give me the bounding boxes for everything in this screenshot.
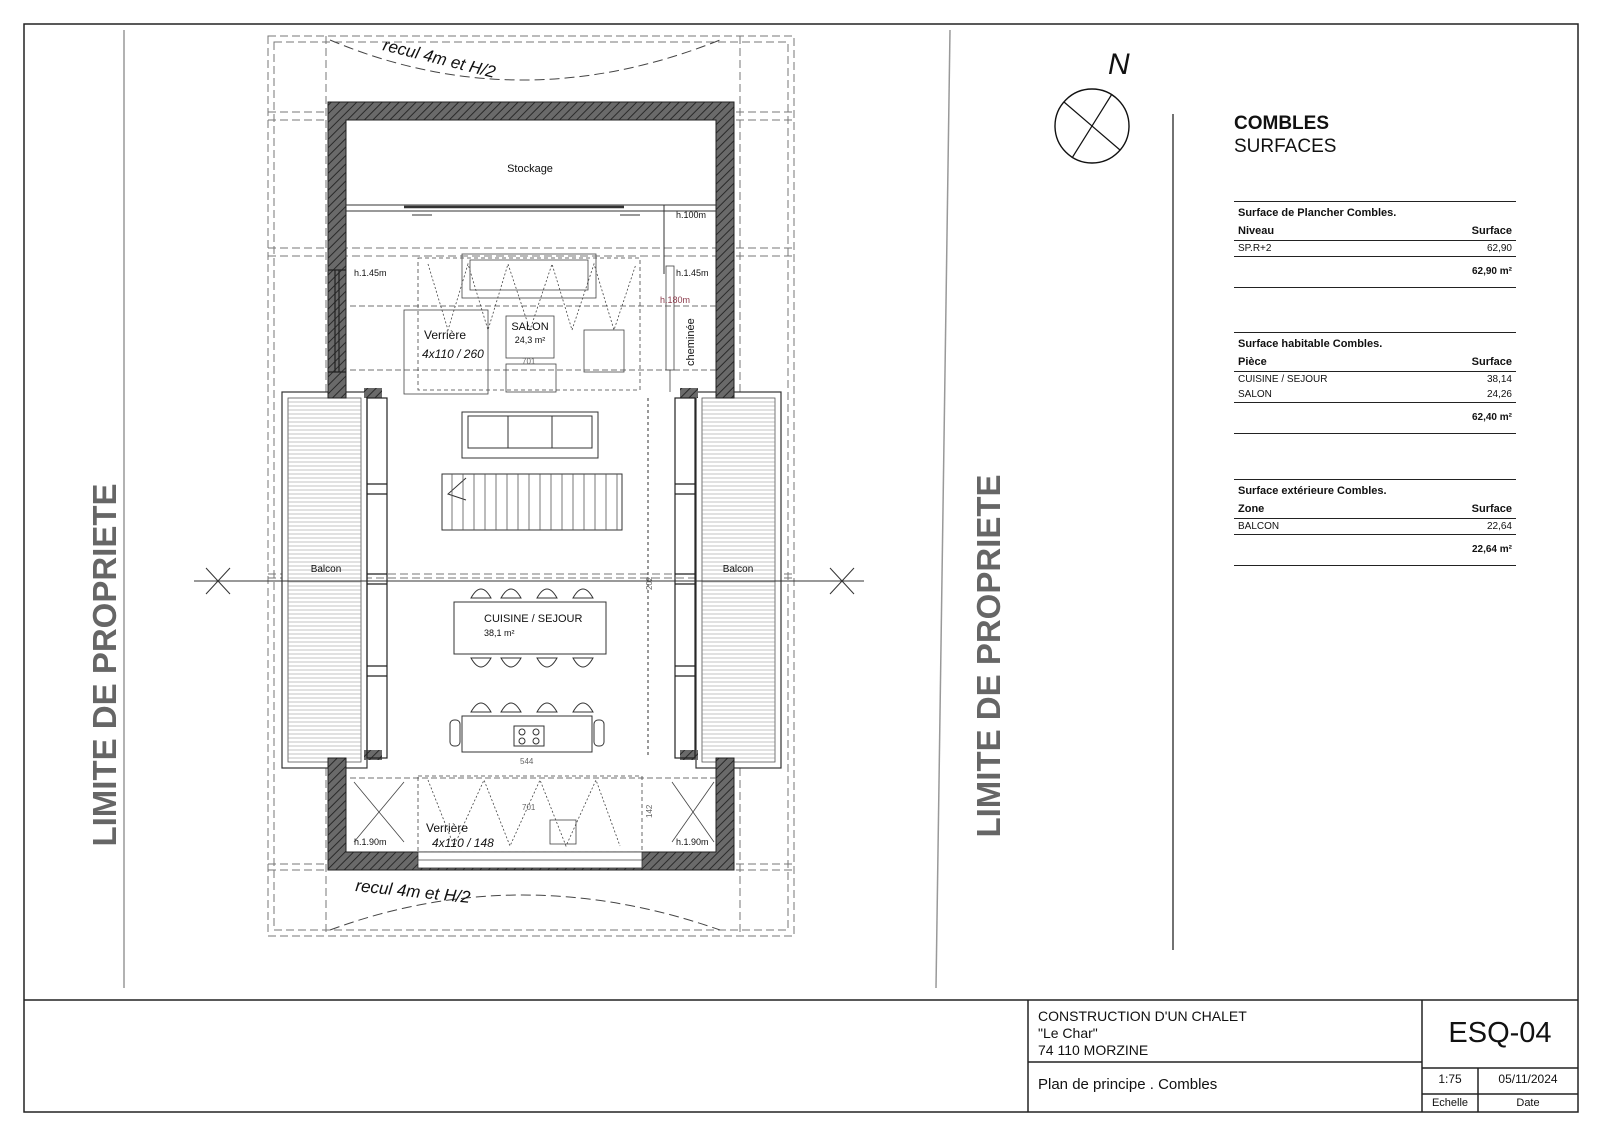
row-value: 22,64 <box>1486 521 1512 532</box>
height-label-h145-left: h.1.45m <box>354 268 387 278</box>
room-label-stockage: Stockage <box>507 163 553 175</box>
height-label-h190-left: h.1.90m <box>354 837 387 847</box>
chair <box>537 703 557 712</box>
table-exterieure <box>1234 479 1516 566</box>
dim-544: 544 <box>520 757 534 766</box>
title-block-frame <box>24 1000 1578 1112</box>
table-habitable <box>1234 332 1516 434</box>
scale-label: Echelle <box>1431 1097 1469 1109</box>
room-area-cuisine: 38,1 m² <box>484 628 515 638</box>
storage-partition <box>346 205 716 274</box>
col-surface: Surface <box>1471 225 1512 237</box>
col-surface: Surface <box>1471 356 1512 368</box>
col-niveau: Niveau <box>1238 225 1275 237</box>
col-surface: Surface <box>1471 503 1512 515</box>
chair <box>501 703 521 712</box>
table-plancher <box>1234 201 1516 288</box>
row-name: SALON <box>1238 389 1272 400</box>
height-label-h190-right: h.1.90m <box>676 837 709 847</box>
room-label-salon: SALON <box>511 321 549 333</box>
table-exterieure-total: 22,64 m² <box>1234 534 1516 566</box>
project-info <box>1038 1008 1247 1059</box>
chair <box>471 589 491 598</box>
property-limit-line-right <box>936 30 950 988</box>
dim-701-bottom: 701 <box>522 803 536 812</box>
dim-202: 202 <box>645 576 654 590</box>
side-walls <box>328 270 695 758</box>
row-name: BALCON <box>1238 521 1280 532</box>
label-verriere-bottom-dim: 4x110 / 148 <box>432 836 494 850</box>
chair <box>537 658 557 667</box>
dim-142: 142 <box>645 804 654 818</box>
dining-chairs <box>471 589 593 712</box>
surfaces-title: COMBLES <box>1234 113 1329 134</box>
table-habitable-total: 62,40 m² <box>1234 402 1516 434</box>
chair <box>573 658 593 667</box>
label-verriere-top-dim: 4x110 / 260 <box>422 347 484 361</box>
drawing-title: Plan de principe . Combles <box>1038 1076 1218 1093</box>
table-plancher-header <box>1234 223 1516 241</box>
chair <box>471 703 491 712</box>
setback-label-top: recul 4m et H/2 <box>381 35 498 82</box>
room-label-cuisine: CUISINE / SEJOUR <box>484 613 583 625</box>
balcony-left <box>282 392 367 768</box>
table-row <box>1234 519 1516 534</box>
table-habitable-title: Surface habitable Combles. <box>1234 332 1516 354</box>
date-value: 05/11/2024 <box>1498 1072 1558 1086</box>
table-exterieure-header <box>1234 501 1516 519</box>
table-plancher-title: Surface de Plancher Combles. <box>1234 201 1516 223</box>
north-arrow-icon <box>1055 89 1129 163</box>
label-verriere-bottom: Verrière <box>426 821 469 835</box>
chair <box>537 589 557 598</box>
date-label: Date <box>1516 1097 1540 1109</box>
setback-label-bottom: recul 4m et H/2 <box>354 876 472 908</box>
table-row <box>1234 387 1516 402</box>
exterior-walls <box>328 102 734 870</box>
stair-treads <box>452 474 617 530</box>
row-name: SP.R+2 <box>1238 243 1272 254</box>
col-piece: Pièce <box>1238 356 1267 368</box>
property-limit-label-left: LIMITE DE PROPRIETE <box>86 483 123 847</box>
chair <box>501 589 521 598</box>
row-name: CUISINE / SEJOUR <box>1238 374 1328 385</box>
label-verriere-top: Verrière <box>424 328 467 342</box>
col-zone: Zone <box>1238 503 1265 515</box>
surfaces-subtitle: SURFACES <box>1234 136 1337 157</box>
height-label-h100: h.100m <box>676 210 707 220</box>
sheet-border <box>24 24 1578 1112</box>
chair <box>573 589 593 598</box>
label-balcon-right: Balcon <box>722 564 754 575</box>
room-area-salon: 24,3 m² <box>514 335 546 345</box>
row-value: 24,26 <box>1486 389 1512 400</box>
table-habitable-header <box>1234 354 1516 372</box>
label-balcon-left: Balcon <box>310 564 342 575</box>
chair <box>471 658 491 667</box>
row-value: 38,14 <box>1486 374 1512 385</box>
project-line3: 74 110 MORZINE <box>1038 1042 1149 1058</box>
label-cheminee: cheminée <box>685 318 697 366</box>
height-label-h180: h.180m <box>660 295 691 305</box>
chair <box>573 703 593 712</box>
project-line2: "Le Char" <box>1038 1025 1098 1041</box>
project-line1: CONSTRUCTION D'UN CHALET <box>1038 1008 1247 1024</box>
chair <box>501 658 521 667</box>
row-value: 62,90 <box>1486 243 1512 254</box>
kitchen-island <box>450 716 604 752</box>
table-exterieure-title: Surface extérieure Combles. <box>1234 479 1516 501</box>
height-label-h145-right: h.1.45m <box>676 268 709 278</box>
table-row <box>1234 241 1516 256</box>
sofa <box>462 412 598 458</box>
scale-value: 1:75 <box>1438 1072 1462 1086</box>
property-limit-label-right: LIMITE DE PROPRIETE <box>970 474 1007 838</box>
table-plancher-total: 62,90 m² <box>1234 256 1516 288</box>
table-row <box>1234 372 1516 387</box>
setback-arc-bottom <box>330 895 720 930</box>
balcony-right <box>696 392 781 768</box>
dim-701-top: 701 <box>522 357 536 366</box>
dining-table <box>454 602 606 654</box>
sheet-number: ESQ-04 <box>1448 1017 1552 1049</box>
north-label: N <box>1108 48 1130 81</box>
